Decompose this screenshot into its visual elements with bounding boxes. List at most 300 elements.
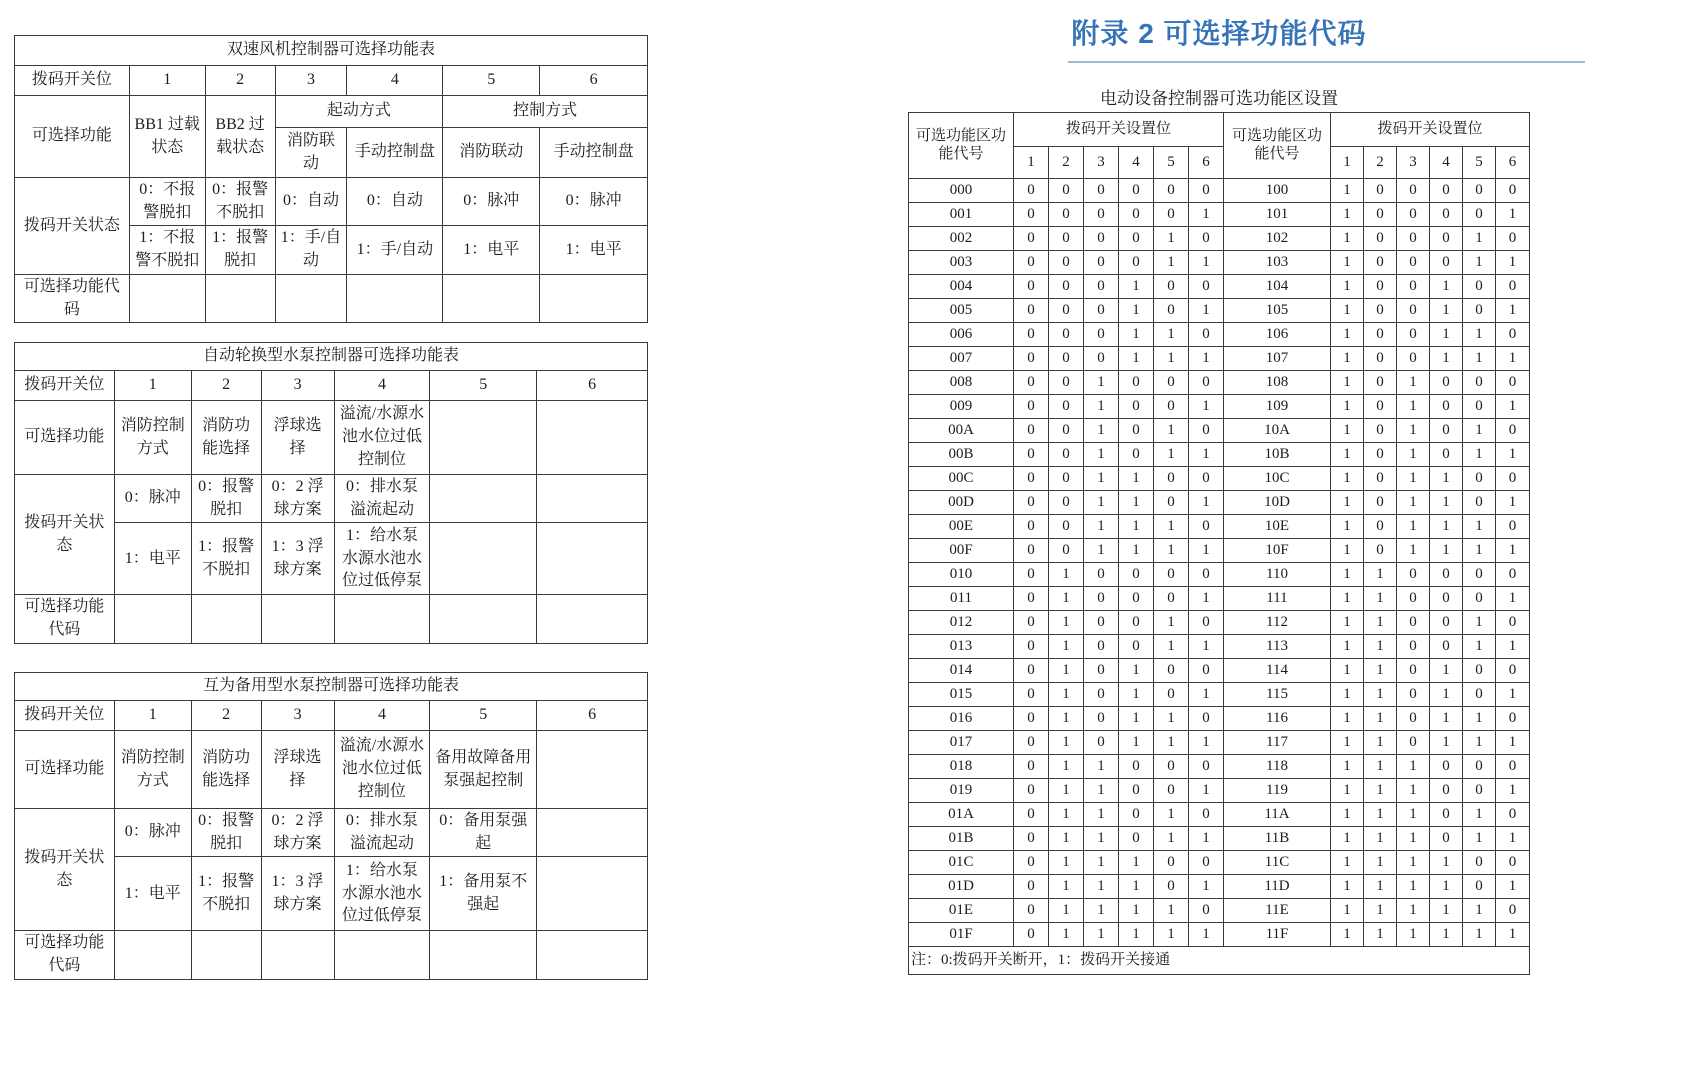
bit-value: 0 xyxy=(1189,179,1224,203)
code-value: 010 xyxy=(909,563,1014,587)
bit-value: 1 xyxy=(1119,731,1154,755)
bit-value: 0 xyxy=(1364,395,1397,419)
function-code-table xyxy=(908,112,1530,975)
bit-value: 1 xyxy=(1331,275,1364,299)
bit-value: 1 xyxy=(1119,347,1154,371)
bit-value: 1 xyxy=(1049,827,1084,851)
bit-value: 1 xyxy=(1430,875,1463,899)
title-underline-rule xyxy=(1068,61,1585,63)
bit-value: 0 xyxy=(1154,467,1189,491)
bit-value: 1 xyxy=(1463,323,1496,347)
code-value: 01C xyxy=(909,851,1014,875)
bit-value: 1 xyxy=(1397,923,1430,947)
bit-value: 1 xyxy=(1331,899,1364,923)
bit-value: 0 xyxy=(1364,251,1397,275)
bit-value: 1 xyxy=(1430,347,1463,371)
bit-value: 0 xyxy=(1014,419,1049,443)
bit-value: 0 xyxy=(1119,443,1154,467)
bit-position: 4 xyxy=(1119,147,1154,179)
bit-value: 1 xyxy=(1430,707,1463,731)
empty-cell xyxy=(430,931,537,979)
bit-value: 0 xyxy=(1364,323,1397,347)
fan-controller-function-table xyxy=(14,35,648,323)
bit-value: 0 xyxy=(1463,587,1496,611)
cell: 拨码开关状态 xyxy=(15,809,115,931)
bit-value: 1 xyxy=(1119,875,1154,899)
bit-value: 0 xyxy=(1049,347,1084,371)
bit-value: 1 xyxy=(1430,659,1463,683)
code-value: 013 xyxy=(909,635,1014,659)
empty-cell xyxy=(430,401,537,475)
bit-value: 0 xyxy=(1397,275,1430,299)
bit-value: 1 xyxy=(1364,707,1397,731)
code-value: 110 xyxy=(1224,563,1331,587)
bit-value: 0 xyxy=(1189,707,1224,731)
bit-value: 1 xyxy=(1331,515,1364,539)
bit-value: 0 xyxy=(1397,683,1430,707)
bit-value: 0 xyxy=(1463,683,1496,707)
code-value: 11D xyxy=(1224,875,1331,899)
bit-value: 0 xyxy=(1463,299,1496,323)
bit-value: 1 xyxy=(1189,779,1224,803)
bit-value: 1 xyxy=(1331,323,1364,347)
bit-value: 1 xyxy=(1463,443,1496,467)
bit-value: 1 xyxy=(1331,875,1364,899)
bit-value: 0 xyxy=(1364,347,1397,371)
code-value: 114 xyxy=(1224,659,1331,683)
bit-value: 1 xyxy=(1084,419,1119,443)
empty-cell xyxy=(191,931,261,979)
code-value: 000 xyxy=(909,179,1014,203)
bit-value: 0 xyxy=(1189,755,1224,779)
bit-value: 0 xyxy=(1084,707,1119,731)
bit-value: 0 xyxy=(1084,299,1119,323)
table-title: 互为备用型水泵控制器可选择功能表 xyxy=(15,673,648,701)
cell: 1：不报警不脱扣 xyxy=(129,226,205,274)
cell: 3 xyxy=(261,371,334,401)
bit-value: 1 xyxy=(1084,827,1119,851)
cell: 消防功能选择 xyxy=(191,401,261,475)
bit-value: 1 xyxy=(1430,515,1463,539)
appendix-title: 附录 2 可选择功能代码 xyxy=(1071,18,1367,49)
bit-value: 0 xyxy=(1084,179,1119,203)
bit-value: 0 xyxy=(1154,875,1189,899)
bit-value: 0 xyxy=(1364,467,1397,491)
bit-value: 1 xyxy=(1430,275,1463,299)
code-row xyxy=(909,371,1530,395)
bit-value: 0 xyxy=(1430,635,1463,659)
bit-value: 0 xyxy=(1189,227,1224,251)
code-row xyxy=(909,611,1530,635)
code-value: 117 xyxy=(1224,731,1331,755)
bit-value: 1 xyxy=(1331,539,1364,563)
bit-value: 1 xyxy=(1496,875,1530,899)
bit-value: 1 xyxy=(1154,899,1189,923)
bit-value: 1 xyxy=(1154,443,1189,467)
bit-value: 0 xyxy=(1119,827,1154,851)
code-value: 118 xyxy=(1224,755,1331,779)
bit-value: 0 xyxy=(1049,491,1084,515)
bit-value: 0 xyxy=(1014,611,1049,635)
bit-value: 0 xyxy=(1496,467,1530,491)
bit-value: 1 xyxy=(1496,923,1530,947)
bit-value: 0 xyxy=(1084,227,1119,251)
bit-value: 1 xyxy=(1049,875,1084,899)
bit-value: 1 xyxy=(1397,755,1430,779)
bit-value: 1 xyxy=(1154,419,1189,443)
bit-value: 1 xyxy=(1331,803,1364,827)
bit-value: 0 xyxy=(1119,755,1154,779)
bit-value: 1 xyxy=(1397,779,1430,803)
bit-value: 1 xyxy=(1364,635,1397,659)
bit-value: 1 xyxy=(1119,491,1154,515)
bit-value: 0 xyxy=(1430,755,1463,779)
code-row xyxy=(909,899,1530,923)
bit-value: 1 xyxy=(1084,923,1119,947)
bit-value: 1 xyxy=(1331,827,1364,851)
code-value: 111 xyxy=(1224,587,1331,611)
bit-value: 1 xyxy=(1364,563,1397,587)
code-value: 008 xyxy=(909,371,1014,395)
bit-value: 1 xyxy=(1084,467,1119,491)
cell: 2 xyxy=(191,701,261,731)
bit-value: 1 xyxy=(1154,227,1189,251)
code-value: 003 xyxy=(909,251,1014,275)
cell: 浮球选择 xyxy=(261,401,334,475)
code-value: 10B xyxy=(1224,443,1331,467)
bit-value: 0 xyxy=(1154,179,1189,203)
code-row xyxy=(909,227,1530,251)
bit-value: 0 xyxy=(1154,491,1189,515)
bit-value: 1 xyxy=(1119,539,1154,563)
empty-cell xyxy=(114,595,191,643)
cell: 起动方式 xyxy=(275,96,443,128)
cell: BB1 过载状态 xyxy=(129,96,205,178)
bit-value: 0 xyxy=(1397,659,1430,683)
bit-value: 1 xyxy=(1397,875,1430,899)
bit-value: 1 xyxy=(1189,443,1224,467)
code-header: 可选功能区功能代号 xyxy=(909,113,1014,179)
bit-value: 1 xyxy=(1331,587,1364,611)
bit-value: 0 xyxy=(1014,347,1049,371)
bit-value: 0 xyxy=(1084,563,1119,587)
bit-value: 1 xyxy=(1430,683,1463,707)
bit-value: 1 xyxy=(1331,443,1364,467)
bit-value: 0 xyxy=(1154,275,1189,299)
bit-value: 1 xyxy=(1430,323,1463,347)
bit-value: 0 xyxy=(1014,563,1049,587)
cell: 可选择功能 xyxy=(15,401,115,475)
bit-value: 1 xyxy=(1331,659,1364,683)
code-row xyxy=(909,851,1530,875)
empty-cell xyxy=(537,401,648,475)
bit-value: 0 xyxy=(1463,371,1496,395)
bit-value: 0 xyxy=(1014,251,1049,275)
bit-value: 1 xyxy=(1331,923,1364,947)
bit-value: 1 xyxy=(1084,875,1119,899)
bit-value: 1 xyxy=(1154,635,1189,659)
bit-value: 0 xyxy=(1496,851,1530,875)
bit-value: 1 xyxy=(1496,395,1530,419)
bit-value: 1 xyxy=(1430,731,1463,755)
bit-value: 1 xyxy=(1364,827,1397,851)
bit-value: 1 xyxy=(1189,875,1224,899)
empty-cell xyxy=(334,595,430,643)
bit-value: 1 xyxy=(1049,803,1084,827)
bit-value: 0 xyxy=(1430,803,1463,827)
bit-value: 0 xyxy=(1189,371,1224,395)
bit-value: 1 xyxy=(1331,563,1364,587)
bit-value: 0 xyxy=(1430,611,1463,635)
bit-value: 1 xyxy=(1397,371,1430,395)
bit-value: 0 xyxy=(1119,395,1154,419)
bit-value: 0 xyxy=(1084,683,1119,707)
bit-value: 0 xyxy=(1049,299,1084,323)
bit-value: 0 xyxy=(1049,515,1084,539)
cell: 2 xyxy=(191,371,261,401)
bit-value: 0 xyxy=(1397,227,1430,251)
code-value: 005 xyxy=(909,299,1014,323)
bit-value: 1 xyxy=(1189,299,1224,323)
code-value: 115 xyxy=(1224,683,1331,707)
bit-value: 0 xyxy=(1189,659,1224,683)
code-value: 016 xyxy=(909,707,1014,731)
bit-value: 0 xyxy=(1189,563,1224,587)
bit-value: 1 xyxy=(1119,323,1154,347)
bit-value: 1 xyxy=(1119,299,1154,323)
cell: 6 xyxy=(537,701,648,731)
bit-value: 0 xyxy=(1430,251,1463,275)
code-value: 00B xyxy=(909,443,1014,467)
code-value: 00F xyxy=(909,539,1014,563)
bit-value: 0 xyxy=(1397,611,1430,635)
bit-value: 0 xyxy=(1364,491,1397,515)
bit-value: 0 xyxy=(1430,203,1463,227)
cell: 0：2 浮球方案 xyxy=(261,809,334,857)
bit-value: 0 xyxy=(1154,395,1189,419)
code-row xyxy=(909,347,1530,371)
bit-value: 0 xyxy=(1496,371,1530,395)
cell: 1：3 浮球方案 xyxy=(261,523,334,595)
empty-cell xyxy=(347,274,443,322)
bit-value: 1 xyxy=(1189,203,1224,227)
bit-value: 1 xyxy=(1496,779,1530,803)
bit-value: 0 xyxy=(1364,179,1397,203)
code-value: 102 xyxy=(1224,227,1331,251)
bit-value: 1 xyxy=(1084,779,1119,803)
code-value: 00D xyxy=(909,491,1014,515)
cell: 2 xyxy=(205,66,275,96)
bit-value: 1 xyxy=(1154,515,1189,539)
bit-value: 1 xyxy=(1189,395,1224,419)
bit-value: 0 xyxy=(1463,179,1496,203)
bit-value: 1 xyxy=(1496,443,1530,467)
code-row xyxy=(909,707,1530,731)
bit-value: 0 xyxy=(1014,683,1049,707)
code-row xyxy=(909,563,1530,587)
bit-value: 0 xyxy=(1154,563,1189,587)
bit-value: 0 xyxy=(1463,659,1496,683)
bit-value: 0 xyxy=(1014,467,1049,491)
empty-cell xyxy=(430,523,537,595)
bit-value: 0 xyxy=(1397,203,1430,227)
cell: 1：手/自动 xyxy=(275,226,347,274)
bit-value: 1 xyxy=(1154,731,1189,755)
bit-value: 1 xyxy=(1049,779,1084,803)
code-value: 103 xyxy=(1224,251,1331,275)
bit-value: 0 xyxy=(1014,731,1049,755)
bit-value: 1 xyxy=(1189,251,1224,275)
bit-value: 1 xyxy=(1049,563,1084,587)
empty-cell xyxy=(537,595,648,643)
bit-value: 1 xyxy=(1496,731,1530,755)
code-value: 11E xyxy=(1224,899,1331,923)
bit-value: 0 xyxy=(1154,851,1189,875)
code-row xyxy=(909,203,1530,227)
bit-value: 0 xyxy=(1014,371,1049,395)
bit-value: 0 xyxy=(1364,275,1397,299)
bit-value: 1 xyxy=(1496,539,1530,563)
bit-value: 0 xyxy=(1049,371,1084,395)
bit-value: 0 xyxy=(1119,635,1154,659)
bit-value: 1 xyxy=(1331,491,1364,515)
bit-value: 0 xyxy=(1430,227,1463,251)
bit-value: 0 xyxy=(1463,875,1496,899)
bit-value: 1 xyxy=(1430,467,1463,491)
bit-value: 0 xyxy=(1189,467,1224,491)
code-row xyxy=(909,875,1530,899)
bit-value: 1 xyxy=(1496,203,1530,227)
bit-value: 1 xyxy=(1331,851,1364,875)
code-value: 11B xyxy=(1224,827,1331,851)
bit-value: 1 xyxy=(1049,587,1084,611)
bit-value: 0 xyxy=(1430,827,1463,851)
cell: 消防控制方式 xyxy=(114,401,191,475)
cell: 4 xyxy=(347,66,443,96)
bits-header: 拨码开关设置位 xyxy=(1331,113,1530,147)
bit-value: 0 xyxy=(1463,203,1496,227)
bit-value: 1 xyxy=(1119,683,1154,707)
bit-value: 0 xyxy=(1014,659,1049,683)
bit-value: 1 xyxy=(1049,851,1084,875)
bit-value: 1 xyxy=(1084,851,1119,875)
bit-value: 0 xyxy=(1364,371,1397,395)
bit-value: 1 xyxy=(1084,515,1119,539)
bit-value: 0 xyxy=(1397,635,1430,659)
code-value: 107 xyxy=(1224,347,1331,371)
empty-cell xyxy=(443,274,540,322)
bit-value: 0 xyxy=(1084,323,1119,347)
code-row xyxy=(909,443,1530,467)
bit-value: 0 xyxy=(1049,323,1084,347)
bit-value: 1 xyxy=(1397,491,1430,515)
bit-value: 0 xyxy=(1154,659,1189,683)
bit-value: 1 xyxy=(1331,467,1364,491)
bit-value: 1 xyxy=(1084,491,1119,515)
bit-value: 1 xyxy=(1189,827,1224,851)
bit-value: 1 xyxy=(1463,227,1496,251)
code-value: 01A xyxy=(909,803,1014,827)
bit-value: 0 xyxy=(1154,755,1189,779)
cell: 0：不报警脱扣 xyxy=(129,178,205,226)
bit-value: 0 xyxy=(1084,731,1119,755)
bit-value: 1 xyxy=(1084,899,1119,923)
bit-value: 1 xyxy=(1397,467,1430,491)
bit-value: 0 xyxy=(1014,443,1049,467)
bit-value: 0 xyxy=(1049,443,1084,467)
bit-value: 0 xyxy=(1154,683,1189,707)
code-row xyxy=(909,539,1530,563)
bits-header: 拨码开关设置位 xyxy=(1014,113,1224,147)
code-row xyxy=(909,275,1530,299)
cell: 可选择功能代码 xyxy=(15,595,115,643)
bit-value: 0 xyxy=(1049,419,1084,443)
bit-value: 0 xyxy=(1119,803,1154,827)
bit-position: 1 xyxy=(1331,147,1364,179)
bit-value: 0 xyxy=(1189,611,1224,635)
code-value: 017 xyxy=(909,731,1014,755)
code-value: 011 xyxy=(909,587,1014,611)
bit-value: 0 xyxy=(1189,275,1224,299)
bit-value: 1 xyxy=(1397,539,1430,563)
bit-value: 1 xyxy=(1463,731,1496,755)
empty-cell xyxy=(261,931,334,979)
bit-value: 0 xyxy=(1364,515,1397,539)
bit-value: 1 xyxy=(1364,611,1397,635)
bit-value: 1 xyxy=(1331,395,1364,419)
bit-value: 1 xyxy=(1331,227,1364,251)
bit-value: 1 xyxy=(1331,179,1364,203)
cell: 0：排水泵溢流起动 xyxy=(334,475,430,523)
code-value: 00A xyxy=(909,419,1014,443)
cell: 0：报警脱扣 xyxy=(191,809,261,857)
bit-value: 0 xyxy=(1496,227,1530,251)
bit-value: 0 xyxy=(1049,275,1084,299)
bit-value: 1 xyxy=(1049,731,1084,755)
cell: 0：脉冲 xyxy=(114,809,191,857)
bit-value: 1 xyxy=(1331,299,1364,323)
bit-value: 1 xyxy=(1331,347,1364,371)
code-row xyxy=(909,491,1530,515)
bit-value: 1 xyxy=(1397,443,1430,467)
bit-value: 1 xyxy=(1463,707,1496,731)
bit-value: 1 xyxy=(1154,707,1189,731)
bit-value: 0 xyxy=(1397,563,1430,587)
cell: 5 xyxy=(443,66,540,96)
bit-value: 1 xyxy=(1119,659,1154,683)
code-value: 007 xyxy=(909,347,1014,371)
bit-value: 0 xyxy=(1119,179,1154,203)
bit-value: 0 xyxy=(1496,275,1530,299)
bit-value: 1 xyxy=(1397,419,1430,443)
bit-value: 0 xyxy=(1463,395,1496,419)
code-value: 109 xyxy=(1224,395,1331,419)
code-row xyxy=(909,683,1530,707)
bit-value: 1 xyxy=(1331,251,1364,275)
code-value: 119 xyxy=(1224,779,1331,803)
bit-value: 0 xyxy=(1119,251,1154,275)
bit-position: 1 xyxy=(1014,147,1049,179)
bit-value: 0 xyxy=(1496,659,1530,683)
bit-value: 1 xyxy=(1119,707,1154,731)
bit-value: 0 xyxy=(1049,467,1084,491)
bit-value: 0 xyxy=(1119,203,1154,227)
standby-pump-function-table xyxy=(14,672,648,980)
bit-value: 0 xyxy=(1154,779,1189,803)
bit-value: 1 xyxy=(1331,203,1364,227)
bit-value: 0 xyxy=(1014,803,1049,827)
code-row xyxy=(909,827,1530,851)
